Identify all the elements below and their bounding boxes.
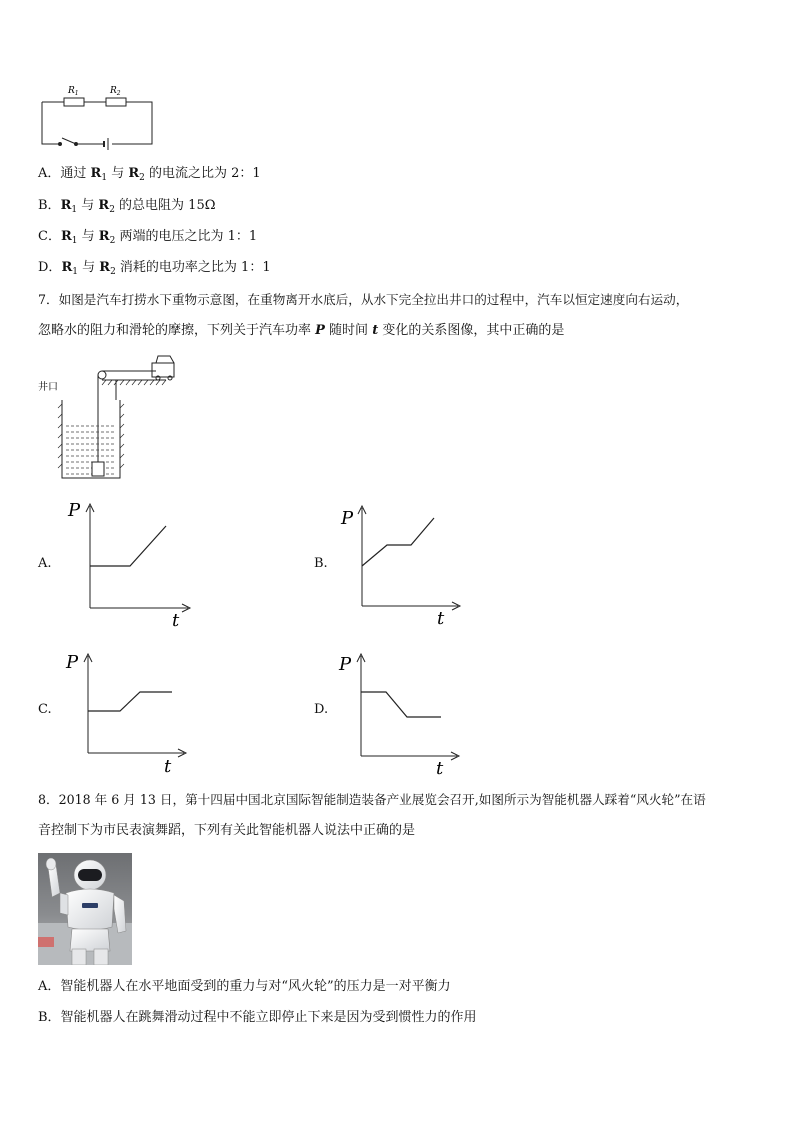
- graph-c-y-label: P: [66, 652, 79, 673]
- graph-b[interactable]: [333, 498, 483, 628]
- circuit-diagram: [38, 80, 158, 152]
- q8-stem-line2: 音控制下为市民表演舞蹈，下列有关此智能机器人说法中正确的是: [38, 823, 416, 838]
- q8-option-b[interactable]: B．智能机器人在跳舞滑动过程中不能立即停止下来是因为受到惯性力的作用: [38, 1010, 477, 1025]
- r1-label: $R_1$: [68, 86, 79, 97]
- graph-a[interactable]: [60, 498, 210, 628]
- q6-option-c[interactable]: C．$R_1$ 与 $R_2$ 两端的电压之比为 1：1: [38, 229, 258, 246]
- q6-option-b[interactable]: B．$R_1$ 与 $R_2$ 的总电阻为 15Ω: [38, 198, 216, 215]
- graph-d-y-label: P: [339, 654, 352, 675]
- resistor-r2: [106, 98, 126, 106]
- water: [66, 426, 116, 474]
- graph-d-x-label: t: [436, 758, 444, 778]
- q8-option-a[interactable]: A．智能机器人在水平地面受到的重力与对“风火轮”的压力是一对平衡力: [38, 979, 451, 994]
- graph-c-curve: [88, 692, 172, 711]
- well-truck-diagram: [36, 350, 186, 485]
- graph-option-d-label[interactable]: D.: [314, 702, 329, 717]
- r2-label: $R_2$: [110, 86, 121, 97]
- graph-d-curve: [361, 692, 441, 717]
- graph-c-x-label: t: [164, 756, 172, 777]
- graph-c[interactable]: [60, 648, 210, 778]
- pulley: [98, 371, 106, 379]
- q7-stem-line2: 忽略水的阻力和滑轮的摩擦，下列关于汽车功率 P 随时间 t 变化的关系图像，其中正确的是: [38, 323, 565, 338]
- q6-option-a[interactable]: A．通过 $R_1$ 与 $R_2$ 的电流之比为 2：1: [38, 166, 261, 183]
- graph-a-x-label: t: [172, 610, 180, 628]
- graph-option-b-label[interactable]: B.: [314, 556, 328, 571]
- heavy-object: [92, 462, 104, 476]
- graph-a-curve: [90, 526, 166, 566]
- graph-b-x-label: t: [437, 608, 445, 628]
- q7-stem-line1: 7．如图是汽车打捞水下重物示意图，在重物离开水底后，从水下完全拉出井口的过程中，汽车以恒定速度向右运动，: [38, 292, 689, 307]
- q6-option-d[interactable]: D．$R_1$ 与 $R_2$ 消耗的电功率之比为 1：1: [38, 260, 271, 277]
- graph-b-curve: [362, 518, 434, 566]
- graph-d[interactable]: [333, 648, 483, 778]
- graph-a-y-label: P: [68, 500, 81, 521]
- q8-stem-line1: 8．2018 年 6 月 13 日，第十四届中国北京国际智能制造装备产业展览会召开,如图所示为智能机器人踩着“风火轮”在语: [38, 792, 706, 807]
- robot-photo: [38, 853, 132, 965]
- graph-option-a-label[interactable]: A.: [38, 556, 52, 571]
- resistor-r1: [64, 98, 84, 106]
- well-label: 井口: [38, 382, 58, 393]
- switch-lever: [62, 138, 76, 144]
- truck-body: [152, 363, 174, 377]
- graph-b-y-label: P: [341, 508, 354, 529]
- graph-option-c-label[interactable]: C.: [38, 702, 52, 717]
